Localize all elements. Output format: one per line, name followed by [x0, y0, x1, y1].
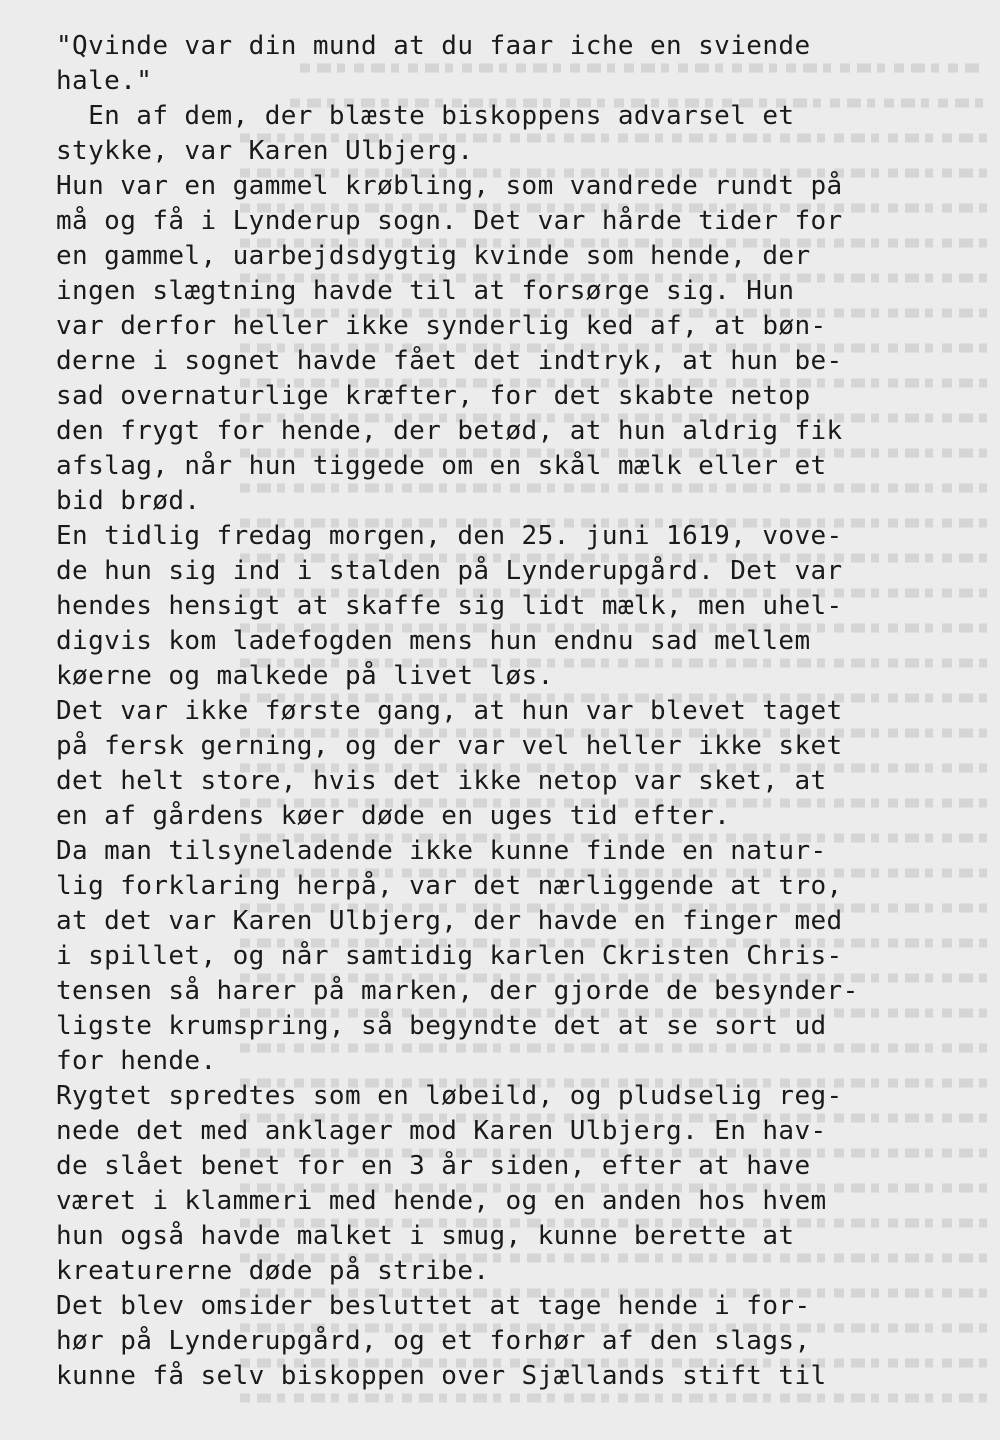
text-line-3: En af dem, der blæste biskoppens advarsel et [56, 101, 795, 131]
text-line-24: Da man tilsyneladende ikke kunne finde en natur- [56, 836, 827, 866]
text-line-21: på fersk gerning, og der var vel heller ikke sket [56, 731, 843, 761]
text-line-23: en af gårdens køer døde en uges tid efter. [56, 801, 731, 831]
text-line-20: Det var ikke første gang, at hun var blevet taget [56, 696, 843, 726]
text-line-4: stykke, var Karen Ulbjerg. [56, 136, 474, 166]
text-line-13: afslag, når hun tiggede om en skål mælk eller et [56, 451, 827, 481]
text-line-38: hør på Lynderupgård, og et forhør af den slags, [56, 1326, 811, 1356]
text-line-9: var derfor heller ikke synderlig ked af, at bøn- [56, 311, 827, 341]
text-line-14: bid brød. [56, 486, 201, 516]
text-line-32: nede det med anklager mod Karen Ulbjerg. En hav- [56, 1116, 827, 1146]
text-line-26: at det var Karen Ulbjerg, der havde en finger med [56, 906, 843, 936]
text-line-2: hale." [56, 66, 153, 96]
text-line-1: "Qvinde var din mund at du faar iche en sviende [56, 31, 811, 61]
text-line-33: de slået benet for en 3 år siden, efter at have [56, 1151, 811, 1181]
text-line-18: digvis kom ladefogden mens hun endnu sad mellem [56, 626, 811, 656]
text-line-12: den frygt for hende, der betød, at hun aldrig fik [56, 416, 843, 446]
text-line-16: de hun sig ind i stalden på Lynderupgård. Det var [56, 556, 843, 586]
text-line-17: hendes hensigt at skaffe sig lidt mælk, men uhel- [56, 591, 843, 621]
text-line-22: det helt store, hvis det ikke netop var sket, at [56, 766, 827, 796]
text-line-30: for hende. [56, 1046, 217, 1076]
text-line-34: været i klammeri med hende, og en anden hos hvem [56, 1186, 827, 1216]
text-line-35: hun også havde malket i smug, kunne berette at [56, 1221, 795, 1251]
text-line-10: derne i sognet havde fået det indtryk, at hun be- [56, 346, 843, 376]
text-line-8: ingen slægtning havde til at forsørge sig. Hun [56, 276, 795, 306]
text-line-28: tensen så harer på marken, der gjorde de besynder- [56, 976, 859, 1006]
text-line-7: en gammel, uarbejdsdygtig kvinde som hende, der [56, 241, 811, 271]
text-line-27: i spillet, og når samtidig karlen Ckristen Chris- [56, 941, 843, 971]
text-line-29: ligste krumspring, så begyndte det at se sort ud [56, 1011, 827, 1041]
text-line-39: kunne få selv biskoppen over Sjællands stift til [56, 1361, 827, 1391]
body-text [56, 29, 986, 1394]
text-line-15: En tidlig fredag morgen, den 25. juni 1619, vove- [56, 521, 843, 551]
text-line-5: Hun var en gammel krøbling, som vandrede rundt på [56, 171, 843, 201]
text-line-25: lig forklaring herpå, var det nærliggende at tro, [56, 871, 843, 901]
text-line-19: køerne og malkede på livet løs. [56, 661, 554, 691]
text-line-11: sad overnaturlige kræfter, for det skabte netop [56, 381, 811, 411]
text-line-31: Rygtet spredtes som en løbeild, og pludselig reg- [56, 1081, 843, 1111]
text-line-36: kreaturerne døde på stribe. [56, 1256, 490, 1286]
text-line-37: Det blev omsider besluttet at tage hende i for- [56, 1291, 811, 1321]
text-line-6: må og få i Lynderup sogn. Det var hårde tider for [56, 206, 843, 236]
